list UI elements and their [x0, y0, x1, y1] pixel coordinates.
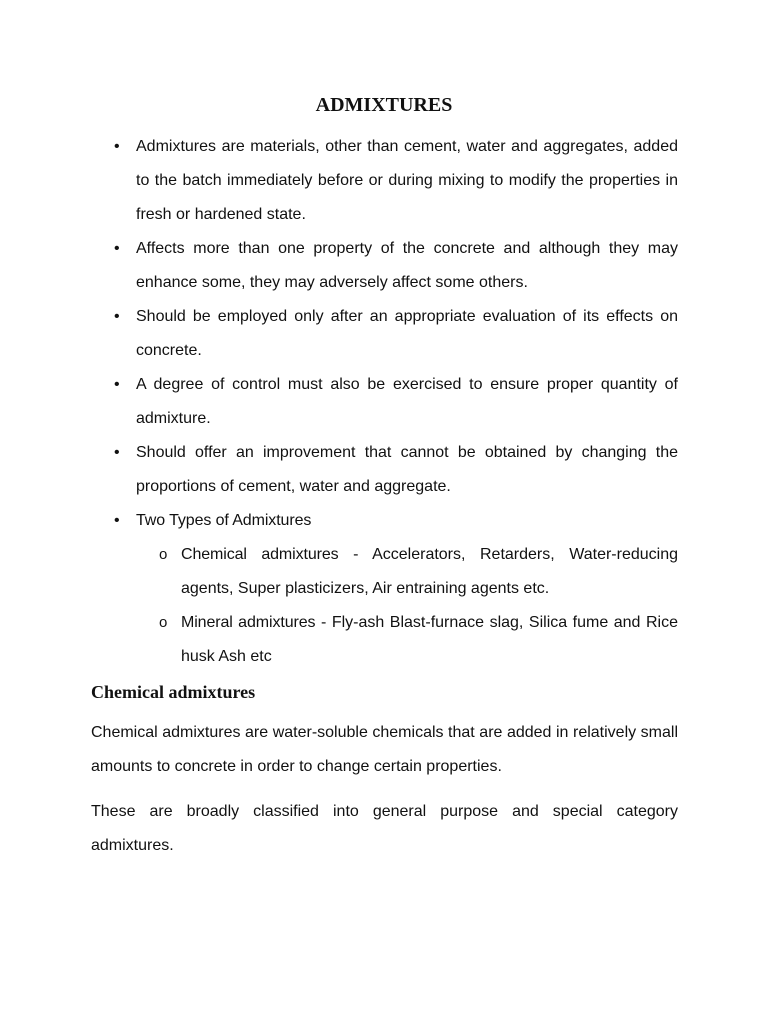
section-heading: Chemical admixtures [91, 682, 256, 702]
sub-item-text: - Accelerators, Retarders, Water-reducing agents, Super plasticizers, Air entraining agents etc. [181, 546, 678, 597]
list-item: • Should be employed only after an appropriate evaluation of its effects on concrete. [136, 300, 678, 368]
page-title: ADMIXTURES [315, 94, 453, 116]
sub-list-item [181, 538, 678, 606]
list-item: • A degree of control must also be exercised to ensure proper quantity of admixture. [136, 368, 678, 436]
paragraph: Chemical admixtures are water-soluble chemicals that are added in relatively small amounts to concrete in order to change certain properties. [91, 724, 678, 775]
types-heading: Two Types of Admixtures [136, 512, 312, 529]
sub-item-label: Chemical admixtures [181, 546, 339, 563]
list-item: • Should offer an improvement that cannot be obtained by changing the proportions of cement, water and aggregate. [136, 436, 678, 504]
paragraph: These are broadly classified into general purpose and special category admixtures. [91, 803, 678, 854]
bullet-list [136, 130, 678, 674]
list-item-types [136, 504, 678, 674]
sub-item-label: Mineral admixtures [181, 614, 316, 631]
list-item: • Affects more than one property of the concrete and although they may enhance some, they may adversely affect some others. [136, 232, 678, 300]
sub-item-text: - Fly-ash Blast-furnace slag, Silica fume and Rice husk Ash etc [181, 614, 678, 665]
sub-list [181, 538, 678, 674]
sub-list-item [181, 606, 678, 674]
list-item: • Admixtures are materials, other than cement, water and aggregates, added to the batch immediately before or during mixing to modify the properties in fresh or hardened state. [136, 130, 678, 232]
